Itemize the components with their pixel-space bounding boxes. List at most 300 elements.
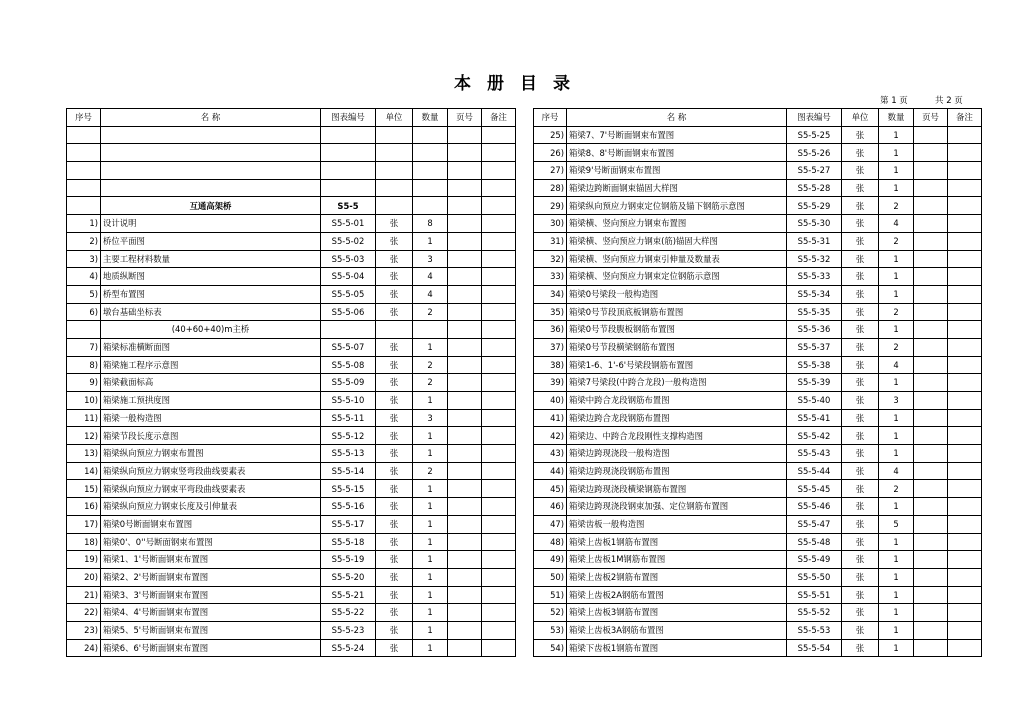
row-qty: 1 xyxy=(879,285,914,303)
row-number: 3) xyxy=(67,250,101,268)
row-remark xyxy=(482,445,516,463)
row-remark xyxy=(948,427,982,445)
row-name: 箱梁纵向预应力钢束平弯段曲线要素表 xyxy=(101,480,321,498)
table-header-row xyxy=(534,109,982,127)
row-code: S5-5-05 xyxy=(321,285,376,303)
row-code: S5-5-39 xyxy=(787,374,842,392)
row-number: 46) xyxy=(534,498,567,516)
row-unit: 张 xyxy=(376,338,413,356)
row-number xyxy=(67,321,101,339)
row-number: 20) xyxy=(67,568,101,586)
row-name: 箱梁0号节段腹板钢筋布置图 xyxy=(567,321,787,339)
row-number: 21) xyxy=(67,586,101,604)
row-unit: 张 xyxy=(842,621,879,639)
row-code: S5-5-36 xyxy=(787,321,842,339)
row-page xyxy=(914,215,948,233)
row-qty: 1 xyxy=(879,568,914,586)
row-code: S5-5-32 xyxy=(787,250,842,268)
row-unit: 张 xyxy=(842,480,879,498)
row-number: 52) xyxy=(534,604,567,622)
row-remark xyxy=(482,515,516,533)
header-remark: 备注 xyxy=(948,109,982,127)
row-qty: 1 xyxy=(413,498,448,516)
row-qty: 1 xyxy=(879,498,914,516)
row-qty: 2 xyxy=(879,232,914,250)
table-row xyxy=(534,568,982,586)
row-number xyxy=(67,144,101,162)
header-unit: 单位 xyxy=(842,109,879,127)
row-name xyxy=(101,162,321,180)
row-number: 11) xyxy=(67,409,101,427)
row-number: 1) xyxy=(67,215,101,233)
table-row xyxy=(67,515,516,533)
row-number: 40) xyxy=(534,392,567,410)
row-code: S5-5-54 xyxy=(787,639,842,657)
row-code: S5-5-02 xyxy=(321,232,376,250)
header-page: 页号 xyxy=(914,109,948,127)
row-code xyxy=(321,144,376,162)
row-number: 26) xyxy=(534,144,567,162)
row-code: S5-5-06 xyxy=(321,303,376,321)
row-number: 6) xyxy=(67,303,101,321)
row-page xyxy=(448,338,482,356)
row-code: S5-5-15 xyxy=(321,480,376,498)
row-name: 箱梁上齿板1钢筋布置图 xyxy=(567,533,787,551)
row-qty: 2 xyxy=(413,374,448,392)
row-code: S5-5-22 xyxy=(321,604,376,622)
row-unit xyxy=(376,126,413,144)
row-page xyxy=(914,392,948,410)
table-row xyxy=(67,321,516,339)
table-row xyxy=(67,604,516,622)
row-remark xyxy=(948,392,982,410)
row-qty: 1 xyxy=(413,427,448,445)
row-code: S5-5-44 xyxy=(787,462,842,480)
table-row xyxy=(67,639,516,657)
row-remark xyxy=(482,568,516,586)
row-unit: 张 xyxy=(842,498,879,516)
row-qty: 1 xyxy=(413,639,448,657)
row-unit xyxy=(376,321,413,339)
page-total: 共 2 页 xyxy=(935,96,963,106)
document-title: 本册目录 xyxy=(454,74,586,94)
row-page xyxy=(914,568,948,586)
row-number: 19) xyxy=(67,551,101,569)
row-unit: 张 xyxy=(376,568,413,586)
row-qty: 3 xyxy=(413,250,448,268)
table-row xyxy=(534,232,982,250)
row-page xyxy=(914,285,948,303)
row-page xyxy=(448,409,482,427)
row-qty xyxy=(413,179,448,197)
row-page xyxy=(448,303,482,321)
row-qty xyxy=(413,126,448,144)
row-code: S5-5-48 xyxy=(787,533,842,551)
row-code: S5-5-23 xyxy=(321,621,376,639)
row-page xyxy=(448,126,482,144)
row-unit: 张 xyxy=(376,533,413,551)
row-code: S5-5-14 xyxy=(321,462,376,480)
row-unit: 张 xyxy=(376,285,413,303)
row-name: 箱梁0号节段顶底板钢筋布置图 xyxy=(567,303,787,321)
row-page xyxy=(914,480,948,498)
row-qty: 3 xyxy=(413,409,448,427)
row-number: 27) xyxy=(534,162,567,180)
row-page xyxy=(448,480,482,498)
row-code: S5-5-18 xyxy=(321,533,376,551)
row-unit: 张 xyxy=(376,215,413,233)
row-page xyxy=(914,303,948,321)
row-name xyxy=(101,179,321,197)
row-qty: 4 xyxy=(879,356,914,374)
table-row xyxy=(534,215,982,233)
row-qty: 8 xyxy=(413,215,448,233)
row-remark xyxy=(482,250,516,268)
row-qty: 1 xyxy=(413,604,448,622)
row-number: 53) xyxy=(534,621,567,639)
row-name: 箱梁上齿板3A钢筋布置图 xyxy=(567,621,787,639)
row-name: 箱梁上齿板2A钢筋布置图 xyxy=(567,586,787,604)
table-row xyxy=(534,162,982,180)
row-remark xyxy=(482,338,516,356)
row-page xyxy=(448,392,482,410)
row-qty: 1 xyxy=(413,533,448,551)
row-remark xyxy=(948,374,982,392)
row-page xyxy=(448,250,482,268)
row-name: (40+60+40)m主桥 xyxy=(101,321,321,339)
row-code: S5-5-37 xyxy=(787,338,842,356)
row-name: 箱梁0号梁段一般构造图 xyxy=(567,285,787,303)
row-name: 箱梁中跨合龙段钢筋布置图 xyxy=(567,392,787,410)
table-row xyxy=(67,303,516,321)
table-row xyxy=(534,586,982,604)
row-name: 箱梁0'、0''号断面钢束布置图 xyxy=(101,533,321,551)
row-qty: 4 xyxy=(879,215,914,233)
row-page xyxy=(448,268,482,286)
row-remark xyxy=(948,268,982,286)
row-name: 箱梁下齿板1钢筋布置图 xyxy=(567,639,787,657)
row-qty: 1 xyxy=(879,321,914,339)
table-row xyxy=(534,533,982,551)
row-page xyxy=(914,604,948,622)
row-remark xyxy=(948,498,982,516)
row-unit: 张 xyxy=(842,568,879,586)
row-page xyxy=(914,621,948,639)
row-page xyxy=(448,462,482,480)
row-remark xyxy=(948,515,982,533)
row-remark xyxy=(948,303,982,321)
row-page xyxy=(914,551,948,569)
row-unit: 张 xyxy=(842,179,879,197)
row-name xyxy=(101,144,321,162)
row-page xyxy=(448,285,482,303)
row-code: S5-5-33 xyxy=(787,268,842,286)
row-unit xyxy=(376,144,413,162)
table-row xyxy=(67,179,516,197)
row-page xyxy=(914,144,948,162)
row-code: S5-5-24 xyxy=(321,639,376,657)
row-remark xyxy=(482,268,516,286)
row-unit: 张 xyxy=(842,215,879,233)
row-page xyxy=(448,533,482,551)
table-row xyxy=(67,533,516,551)
row-unit: 张 xyxy=(842,197,879,215)
row-code: S5-5-20 xyxy=(321,568,376,586)
row-remark xyxy=(482,392,516,410)
row-qty: 4 xyxy=(413,268,448,286)
table-row xyxy=(67,374,516,392)
row-name: 地质纵断图 xyxy=(101,268,321,286)
row-remark xyxy=(948,250,982,268)
row-number: 33) xyxy=(534,268,567,286)
row-unit: 张 xyxy=(376,445,413,463)
row-qty: 1 xyxy=(879,445,914,463)
row-unit: 张 xyxy=(842,409,879,427)
row-number xyxy=(67,126,101,144)
header-unit: 单位 xyxy=(376,109,413,127)
table-row xyxy=(534,126,982,144)
row-name: 设计说明 xyxy=(101,215,321,233)
row-number: 4) xyxy=(67,268,101,286)
row-number: 47) xyxy=(534,515,567,533)
row-remark xyxy=(482,179,516,197)
row-unit: 张 xyxy=(842,462,879,480)
table-row xyxy=(67,462,516,480)
row-name: 箱梁边跨现浇段一般构造图 xyxy=(567,445,787,463)
row-unit: 张 xyxy=(376,409,413,427)
row-number: 34) xyxy=(534,285,567,303)
row-name: 箱梁边跨现浇段钢束加强、定位钢筋布置图 xyxy=(567,498,787,516)
row-remark xyxy=(948,445,982,463)
row-unit xyxy=(376,197,413,215)
row-code: S5-5-12 xyxy=(321,427,376,445)
table-row xyxy=(534,179,982,197)
row-code: S5-5-34 xyxy=(787,285,842,303)
row-page xyxy=(448,621,482,639)
row-qty: 1 xyxy=(413,232,448,250)
row-unit: 张 xyxy=(842,268,879,286)
row-qty: 1 xyxy=(413,445,448,463)
row-code: S5-5-19 xyxy=(321,551,376,569)
table-row xyxy=(534,551,982,569)
row-code: S5-5-01 xyxy=(321,215,376,233)
row-unit: 张 xyxy=(376,621,413,639)
row-page xyxy=(448,215,482,233)
row-unit: 张 xyxy=(376,392,413,410)
row-unit: 张 xyxy=(376,480,413,498)
row-remark xyxy=(948,179,982,197)
row-name: 箱梁截面标高 xyxy=(101,374,321,392)
table-row xyxy=(534,445,982,463)
row-number: 48) xyxy=(534,533,567,551)
table-row xyxy=(67,409,516,427)
row-qty: 1 xyxy=(879,144,914,162)
row-number: 29) xyxy=(534,197,567,215)
row-number xyxy=(67,162,101,180)
row-page xyxy=(448,427,482,445)
row-page xyxy=(914,533,948,551)
row-name: 箱梁0号节段横梁钢筋布置图 xyxy=(567,338,787,356)
row-name: 箱梁2、2'号断面钢束布置图 xyxy=(101,568,321,586)
row-number xyxy=(67,179,101,197)
row-page xyxy=(914,268,948,286)
row-page xyxy=(448,515,482,533)
table-row xyxy=(67,621,516,639)
row-remark xyxy=(948,338,982,356)
row-code: S5-5-16 xyxy=(321,498,376,516)
row-code: S5-5-38 xyxy=(787,356,842,374)
row-number: 7) xyxy=(67,338,101,356)
row-name: 箱梁横、竖向预应力钢束引伸量及数量表 xyxy=(567,250,787,268)
table-row xyxy=(67,268,516,286)
row-remark xyxy=(948,551,982,569)
row-number: 5) xyxy=(67,285,101,303)
row-number: 41) xyxy=(534,409,567,427)
table-row xyxy=(67,551,516,569)
row-qty: 2 xyxy=(879,480,914,498)
row-number: 18) xyxy=(67,533,101,551)
row-page xyxy=(914,515,948,533)
row-name: 箱梁0号断面钢束布置图 xyxy=(101,515,321,533)
row-name: 箱梁纵向预应力钢束定位钢筋及锚下钢筋示意图 xyxy=(567,197,787,215)
row-unit: 张 xyxy=(376,639,413,657)
row-code: S5-5-25 xyxy=(787,126,842,144)
table-header-row xyxy=(67,109,516,127)
table-row xyxy=(534,621,982,639)
row-code: S5-5-42 xyxy=(787,427,842,445)
row-qty: 1 xyxy=(879,374,914,392)
row-page xyxy=(448,551,482,569)
row-qty: 1 xyxy=(413,480,448,498)
row-name: 互通高架桥 xyxy=(101,197,321,215)
row-page xyxy=(448,374,482,392)
row-remark xyxy=(948,215,982,233)
row-number: 31) xyxy=(534,232,567,250)
row-code: S5-5-04 xyxy=(321,268,376,286)
row-remark xyxy=(482,215,516,233)
table-row xyxy=(534,374,982,392)
header-qty: 数量 xyxy=(879,109,914,127)
row-code: S5-5-09 xyxy=(321,374,376,392)
table-row xyxy=(534,268,982,286)
row-unit: 张 xyxy=(376,462,413,480)
row-number: 16) xyxy=(67,498,101,516)
row-remark xyxy=(482,462,516,480)
row-qty: 1 xyxy=(879,533,914,551)
row-number: 51) xyxy=(534,586,567,604)
row-code: S5-5-30 xyxy=(787,215,842,233)
row-unit: 张 xyxy=(842,162,879,180)
table-row xyxy=(534,639,982,657)
row-code: S5-5-52 xyxy=(787,604,842,622)
index-table-left xyxy=(66,108,516,657)
row-number: 8) xyxy=(67,356,101,374)
row-number: 38) xyxy=(534,356,567,374)
row-unit: 张 xyxy=(842,515,879,533)
table-row xyxy=(534,392,982,410)
row-code: S5-5-21 xyxy=(321,586,376,604)
row-qty: 2 xyxy=(413,303,448,321)
row-remark xyxy=(482,356,516,374)
row-name: 箱梁上齿板1M钢筋布置图 xyxy=(567,551,787,569)
row-code: S5-5-03 xyxy=(321,250,376,268)
row-page xyxy=(448,162,482,180)
row-number: 37) xyxy=(534,338,567,356)
row-unit: 张 xyxy=(842,551,879,569)
row-page xyxy=(448,321,482,339)
row-remark xyxy=(948,144,982,162)
row-name: 箱梁4、4'号断面钢束布置图 xyxy=(101,604,321,622)
row-unit: 张 xyxy=(842,374,879,392)
row-name: 箱梁一般构造图 xyxy=(101,409,321,427)
row-remark xyxy=(948,126,982,144)
table-row xyxy=(534,285,982,303)
row-page xyxy=(914,232,948,250)
table-row xyxy=(534,250,982,268)
row-number: 39) xyxy=(534,374,567,392)
row-unit: 张 xyxy=(376,604,413,622)
row-number: 10) xyxy=(67,392,101,410)
row-number: 24) xyxy=(67,639,101,657)
row-code: S5-5-35 xyxy=(787,303,842,321)
row-remark xyxy=(482,126,516,144)
header-qty: 数量 xyxy=(413,109,448,127)
row-page xyxy=(448,232,482,250)
table-row xyxy=(67,232,516,250)
row-remark xyxy=(948,356,982,374)
row-name: 箱梁上齿板2钢筋布置图 xyxy=(567,568,787,586)
row-remark xyxy=(482,285,516,303)
row-unit: 张 xyxy=(842,639,879,657)
row-unit: 张 xyxy=(842,586,879,604)
row-qty xyxy=(413,162,448,180)
row-unit: 张 xyxy=(376,551,413,569)
row-page xyxy=(448,445,482,463)
row-remark xyxy=(948,621,982,639)
table-row xyxy=(67,445,516,463)
index-table-right xyxy=(533,108,982,657)
row-qty: 4 xyxy=(413,285,448,303)
row-page xyxy=(448,604,482,622)
table-row xyxy=(534,197,982,215)
row-unit: 张 xyxy=(842,232,879,250)
row-code: S5-5-13 xyxy=(321,445,376,463)
header-remark: 备注 xyxy=(482,109,516,127)
row-name: 主要工程材料数量 xyxy=(101,250,321,268)
row-qty: 1 xyxy=(879,551,914,569)
row-remark xyxy=(948,639,982,657)
row-remark xyxy=(482,374,516,392)
table-row xyxy=(67,338,516,356)
row-number: 49) xyxy=(534,551,567,569)
row-name: 箱梁齿板一般构造图 xyxy=(567,515,787,533)
table-row xyxy=(534,515,982,533)
row-page xyxy=(448,639,482,657)
header-page: 页号 xyxy=(448,109,482,127)
row-code: S5-5-11 xyxy=(321,409,376,427)
row-name: 箱梁7号梁段(中跨合龙段)一般构造图 xyxy=(567,374,787,392)
row-name: 箱梁边跨断面钢束锚固大样图 xyxy=(567,179,787,197)
row-page xyxy=(914,374,948,392)
row-number: 28) xyxy=(534,179,567,197)
row-qty: 5 xyxy=(879,515,914,533)
table-row xyxy=(534,356,982,374)
row-unit: 张 xyxy=(842,250,879,268)
row-remark xyxy=(482,321,516,339)
row-name: 箱梁6、6'号断面钢束布置图 xyxy=(101,639,321,657)
row-name: 桥型布置图 xyxy=(101,285,321,303)
header-no: 序号 xyxy=(534,109,567,127)
